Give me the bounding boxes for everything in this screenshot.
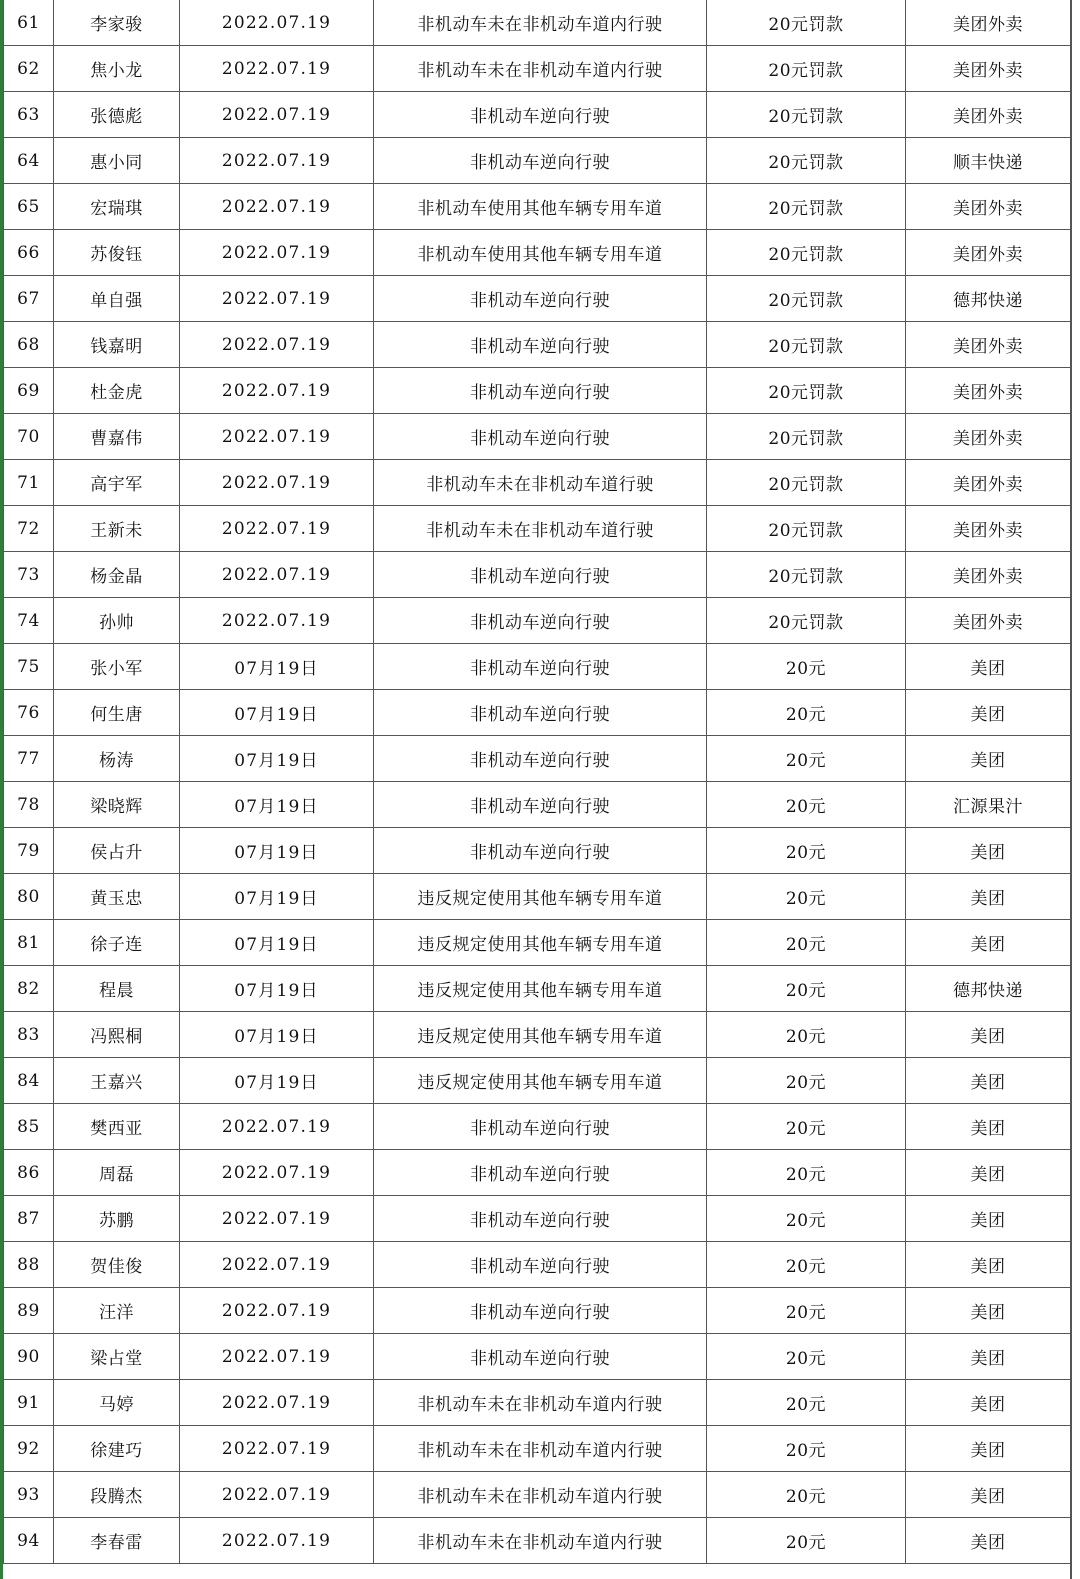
row-number-cell: 76 [4, 690, 54, 736]
date-cell: 2022.07.19 [180, 1426, 374, 1472]
table-row [4, 552, 1071, 598]
penalty-cell: 20元 [707, 1426, 906, 1472]
name-cell: 徐建巧 [54, 1426, 180, 1472]
name-cell: 李春雷 [54, 1518, 180, 1564]
name-cell: 段腾杰 [54, 1472, 180, 1518]
penalty-cell: 20元罚款 [707, 552, 906, 598]
date-cell: 2022.07.19 [180, 598, 374, 644]
violation-cell: 非机动车逆向行驶 [374, 138, 707, 184]
company-cell: 美团外卖 [906, 46, 1071, 92]
violation-cell: 非机动车逆向行驶 [374, 1242, 707, 1288]
violation-cell: 非机动车逆向行驶 [374, 1196, 707, 1242]
violation-cell: 非机动车逆向行驶 [374, 414, 707, 460]
table-row [4, 828, 1071, 874]
violation-cell: 违反规定使用其他车辆专用车道 [374, 1012, 707, 1058]
table-row [4, 736, 1071, 782]
row-number-cell: 88 [4, 1242, 54, 1288]
row-number-cell: 64 [4, 138, 54, 184]
date-cell: 07月19日 [180, 1058, 374, 1104]
date-cell: 2022.07.19 [180, 552, 374, 598]
violation-cell: 违反规定使用其他车辆专用车道 [374, 920, 707, 966]
company-cell: 美团 [906, 644, 1071, 690]
name-cell: 杨金晶 [54, 552, 180, 598]
name-cell: 马婷 [54, 1380, 180, 1426]
table-row [4, 184, 1071, 230]
name-cell: 周磊 [54, 1150, 180, 1196]
company-cell: 德邦快递 [906, 966, 1071, 1012]
table-row [4, 874, 1071, 920]
row-number-cell: 62 [4, 46, 54, 92]
date-cell: 07月19日 [180, 966, 374, 1012]
company-cell: 美团 [906, 1104, 1071, 1150]
table-row [4, 506, 1071, 552]
row-number-cell: 80 [4, 874, 54, 920]
row-number-cell: 94 [4, 1518, 54, 1564]
name-cell: 黄玉忠 [54, 874, 180, 920]
date-cell: 2022.07.19 [180, 460, 374, 506]
date-cell: 2022.07.19 [180, 322, 374, 368]
penalty-cell: 20元罚款 [707, 506, 906, 552]
table-row [4, 920, 1071, 966]
row-number-cell: 84 [4, 1058, 54, 1104]
row-number-cell: 89 [4, 1288, 54, 1334]
row-number-cell: 90 [4, 1334, 54, 1380]
penalty-cell: 20元 [707, 828, 906, 874]
date-cell: 07月19日 [180, 920, 374, 966]
violation-cell: 非机动车未在非机动车道行驶 [374, 506, 707, 552]
violation-cell: 非机动车逆向行驶 [374, 1104, 707, 1150]
table-row [4, 1380, 1071, 1426]
penalty-cell: 20元 [707, 1288, 906, 1334]
table-row [4, 782, 1071, 828]
table-row [4, 598, 1071, 644]
table-row [4, 966, 1071, 1012]
violation-cell: 非机动车未在非机动车道内行驶 [374, 0, 707, 46]
name-cell: 李家骏 [54, 0, 180, 46]
violation-cell: 非机动车逆向行驶 [374, 782, 707, 828]
name-cell: 惠小同 [54, 138, 180, 184]
violation-cell: 非机动车逆向行驶 [374, 368, 707, 414]
violation-cell: 非机动车逆向行驶 [374, 1334, 707, 1380]
company-cell: 美团 [906, 1196, 1071, 1242]
table-row [4, 1426, 1071, 1472]
company-cell: 美团 [906, 736, 1071, 782]
penalty-cell: 20元 [707, 874, 906, 920]
table-row [4, 460, 1071, 506]
penalty-cell: 20元 [707, 1518, 906, 1564]
row-number-cell: 85 [4, 1104, 54, 1150]
row-number-cell: 86 [4, 1150, 54, 1196]
table-row [4, 1058, 1071, 1104]
name-cell: 何生唐 [54, 690, 180, 736]
violation-cell: 非机动车逆向行驶 [374, 736, 707, 782]
row-number-cell: 66 [4, 230, 54, 276]
violation-cell: 非机动车逆向行驶 [374, 1288, 707, 1334]
company-cell: 美团 [906, 1334, 1071, 1380]
penalty-cell: 20元 [707, 920, 906, 966]
date-cell: 2022.07.19 [180, 1196, 374, 1242]
violation-cell: 非机动车未在非机动车道内行驶 [374, 46, 707, 92]
company-cell: 美团外卖 [906, 230, 1071, 276]
date-cell: 2022.07.19 [180, 1288, 374, 1334]
name-cell: 张小军 [54, 644, 180, 690]
table-row [4, 1012, 1071, 1058]
violation-cell: 非机动车使用其他车辆专用车道 [374, 184, 707, 230]
violation-cell: 非机动车逆向行驶 [374, 552, 707, 598]
table-row [4, 276, 1071, 322]
penalty-cell: 20元罚款 [707, 414, 906, 460]
penalty-cell: 20元 [707, 782, 906, 828]
table-row [4, 0, 1071, 46]
row-number-cell: 74 [4, 598, 54, 644]
row-number-cell: 73 [4, 552, 54, 598]
name-cell: 徐子连 [54, 920, 180, 966]
name-cell: 樊西亚 [54, 1104, 180, 1150]
penalty-cell: 20元 [707, 736, 906, 782]
name-cell: 单自强 [54, 276, 180, 322]
row-number-cell: 68 [4, 322, 54, 368]
date-cell: 2022.07.19 [180, 1150, 374, 1196]
violation-cell: 非机动车逆向行驶 [374, 322, 707, 368]
company-cell: 美团 [906, 1472, 1071, 1518]
company-cell: 美团 [906, 1380, 1071, 1426]
date-cell: 2022.07.19 [180, 92, 374, 138]
violation-table-body [4, 0, 1071, 1564]
name-cell: 杨涛 [54, 736, 180, 782]
date-cell: 2022.07.19 [180, 0, 374, 46]
penalty-cell: 20元 [707, 1058, 906, 1104]
penalty-cell: 20元 [707, 1012, 906, 1058]
row-number-cell: 65 [4, 184, 54, 230]
table-row [4, 368, 1071, 414]
date-cell: 2022.07.19 [180, 138, 374, 184]
row-number-cell: 93 [4, 1472, 54, 1518]
violation-cell: 非机动车逆向行驶 [374, 598, 707, 644]
table-row [4, 644, 1071, 690]
table-row [4, 1334, 1071, 1380]
penalty-cell: 20元罚款 [707, 92, 906, 138]
violation-cell: 非机动车逆向行驶 [374, 1150, 707, 1196]
company-cell: 德邦快递 [906, 276, 1071, 322]
company-cell: 美团 [906, 1058, 1071, 1104]
date-cell: 07月19日 [180, 690, 374, 736]
name-cell: 钱嘉明 [54, 322, 180, 368]
date-cell: 2022.07.19 [180, 184, 374, 230]
table-row [4, 1196, 1071, 1242]
row-number-cell: 63 [4, 92, 54, 138]
violation-cell: 非机动车逆向行驶 [374, 690, 707, 736]
company-cell: 美团外卖 [906, 552, 1071, 598]
date-cell: 07月19日 [180, 828, 374, 874]
company-cell: 美团外卖 [906, 414, 1071, 460]
violation-cell: 非机动车未在非机动车道行驶 [374, 460, 707, 506]
date-cell: 2022.07.19 [180, 1518, 374, 1564]
name-cell: 汪洋 [54, 1288, 180, 1334]
table-row [4, 690, 1071, 736]
name-cell: 冯熙桐 [54, 1012, 180, 1058]
penalty-cell: 20元 [707, 644, 906, 690]
date-cell: 2022.07.19 [180, 276, 374, 322]
date-cell: 2022.07.19 [180, 506, 374, 552]
name-cell: 程晨 [54, 966, 180, 1012]
violation-cell: 非机动车未在非机动车道内行驶 [374, 1472, 707, 1518]
date-cell: 07月19日 [180, 1012, 374, 1058]
violation-cell: 违反规定使用其他车辆专用车道 [374, 966, 707, 1012]
date-cell: 07月19日 [180, 782, 374, 828]
row-number-cell: 67 [4, 276, 54, 322]
date-cell: 07月19日 [180, 736, 374, 782]
name-cell: 苏鹏 [54, 1196, 180, 1242]
company-cell: 美团 [906, 1518, 1071, 1564]
date-cell: 2022.07.19 [180, 230, 374, 276]
company-cell: 美团外卖 [906, 0, 1071, 46]
penalty-cell: 20元 [707, 1150, 906, 1196]
company-cell: 美团外卖 [906, 460, 1071, 506]
violation-cell: 非机动车未在非机动车道内行驶 [374, 1426, 707, 1472]
violation-cell: 违反规定使用其他车辆专用车道 [374, 1058, 707, 1104]
row-number-cell: 61 [4, 0, 54, 46]
date-cell: 2022.07.19 [180, 1242, 374, 1288]
row-number-cell: 91 [4, 1380, 54, 1426]
row-number-cell: 92 [4, 1426, 54, 1472]
table-row [4, 1104, 1071, 1150]
company-cell: 美团外卖 [906, 184, 1071, 230]
table-row [4, 1288, 1071, 1334]
company-cell: 美团外卖 [906, 598, 1071, 644]
row-number-cell: 83 [4, 1012, 54, 1058]
date-cell: 07月19日 [180, 644, 374, 690]
penalty-cell: 20元 [707, 1242, 906, 1288]
name-cell: 宏瑞琪 [54, 184, 180, 230]
date-cell: 2022.07.19 [180, 368, 374, 414]
company-cell: 美团 [906, 690, 1071, 736]
name-cell: 张德彪 [54, 92, 180, 138]
company-cell: 美团 [906, 1288, 1071, 1334]
date-cell: 2022.07.19 [180, 1472, 374, 1518]
penalty-cell: 20元罚款 [707, 230, 906, 276]
violation-cell: 违反规定使用其他车辆专用车道 [374, 874, 707, 920]
table-row [4, 1472, 1071, 1518]
violation-table [3, 0, 1071, 1564]
table-row [4, 46, 1071, 92]
violation-cell: 非机动车逆向行驶 [374, 644, 707, 690]
violation-cell: 非机动车使用其他车辆专用车道 [374, 230, 707, 276]
name-cell: 梁占堂 [54, 1334, 180, 1380]
row-number-cell: 79 [4, 828, 54, 874]
penalty-cell: 20元罚款 [707, 138, 906, 184]
company-cell: 美团 [906, 1150, 1071, 1196]
table-row [4, 138, 1071, 184]
penalty-cell: 20元罚款 [707, 598, 906, 644]
name-cell: 高宇军 [54, 460, 180, 506]
company-cell: 美团 [906, 1012, 1071, 1058]
penalty-cell: 20元 [707, 1104, 906, 1150]
name-cell: 焦小龙 [54, 46, 180, 92]
penalty-cell: 20元 [707, 1472, 906, 1518]
name-cell: 梁晓辉 [54, 782, 180, 828]
name-cell: 王新未 [54, 506, 180, 552]
penalty-cell: 20元罚款 [707, 46, 906, 92]
date-cell: 2022.07.19 [180, 46, 374, 92]
row-number-cell: 70 [4, 414, 54, 460]
penalty-cell: 20元罚款 [707, 460, 906, 506]
date-cell: 2022.07.19 [180, 1334, 374, 1380]
table-row [4, 1242, 1071, 1288]
company-cell: 汇源果汁 [906, 782, 1071, 828]
date-cell: 2022.07.19 [180, 1380, 374, 1426]
company-cell: 美团 [906, 874, 1071, 920]
row-number-cell: 69 [4, 368, 54, 414]
row-number-cell: 72 [4, 506, 54, 552]
row-number-cell: 87 [4, 1196, 54, 1242]
name-cell: 侯占升 [54, 828, 180, 874]
name-cell: 杜金虎 [54, 368, 180, 414]
row-number-cell: 78 [4, 782, 54, 828]
company-cell: 美团外卖 [906, 368, 1071, 414]
row-number-cell: 75 [4, 644, 54, 690]
penalty-cell: 20元 [707, 966, 906, 1012]
company-cell: 美团外卖 [906, 506, 1071, 552]
penalty-cell: 20元罚款 [707, 276, 906, 322]
violation-cell: 非机动车未在非机动车道内行驶 [374, 1380, 707, 1426]
violation-cell: 非机动车逆向行驶 [374, 92, 707, 138]
name-cell: 曹嘉伟 [54, 414, 180, 460]
company-cell: 美团外卖 [906, 322, 1071, 368]
penalty-cell: 20元 [707, 1380, 906, 1426]
table-row [4, 1518, 1071, 1564]
table-row [4, 1150, 1071, 1196]
name-cell: 王嘉兴 [54, 1058, 180, 1104]
penalty-cell: 20元 [707, 1196, 906, 1242]
company-cell: 美团 [906, 828, 1071, 874]
name-cell: 苏俊钰 [54, 230, 180, 276]
penalty-cell: 20元 [707, 1334, 906, 1380]
row-number-cell: 71 [4, 460, 54, 506]
company-cell: 美团 [906, 1242, 1071, 1288]
penalty-cell: 20元罚款 [707, 0, 906, 46]
date-cell: 07月19日 [180, 874, 374, 920]
company-cell: 美团 [906, 920, 1071, 966]
violation-cell: 非机动车逆向行驶 [374, 828, 707, 874]
name-cell: 孙帅 [54, 598, 180, 644]
violation-cell: 非机动车未在非机动车道内行驶 [374, 1518, 707, 1564]
name-cell: 贺佳俊 [54, 1242, 180, 1288]
penalty-cell: 20元 [707, 690, 906, 736]
penalty-cell: 20元罚款 [707, 322, 906, 368]
table-row [4, 92, 1071, 138]
penalty-cell: 20元罚款 [707, 184, 906, 230]
row-number-cell: 82 [4, 966, 54, 1012]
violation-cell: 非机动车逆向行驶 [374, 276, 707, 322]
table-row [4, 230, 1071, 276]
row-number-cell: 81 [4, 920, 54, 966]
date-cell: 2022.07.19 [180, 414, 374, 460]
company-cell: 顺丰快递 [906, 138, 1071, 184]
company-cell: 美团外卖 [906, 92, 1071, 138]
company-cell: 美团 [906, 1426, 1071, 1472]
date-cell: 2022.07.19 [180, 1104, 374, 1150]
row-number-cell: 77 [4, 736, 54, 782]
table-row [4, 414, 1071, 460]
table-row [4, 322, 1071, 368]
penalty-cell: 20元罚款 [707, 368, 906, 414]
